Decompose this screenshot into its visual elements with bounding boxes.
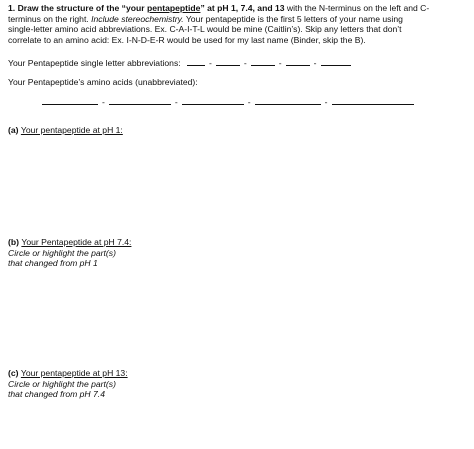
- part-c-title: Your pentapeptide at pH 13:: [20, 368, 128, 378]
- single-letter-row: [8, 57, 351, 69]
- instructions-text: Your pentapeptide is the first 5 letters of your name using: [183, 13, 403, 24]
- instructions-line-4: correlate to an amino acid: Ex. I-N-D-E-R would be used for my last name (Binder, skip the B).: [8, 34, 366, 45]
- part-c-note-2: that changed from pH 7.4: [8, 389, 105, 400]
- separator: -: [209, 58, 212, 68]
- part-c-note-1: Circle or highlight the part(s): [8, 378, 116, 389]
- amino-acid-blank-1[interactable]: [42, 96, 98, 105]
- separator: -: [102, 97, 105, 107]
- letter-blank-3[interactable]: [251, 57, 275, 66]
- part-c: [8, 368, 128, 400]
- instructions-line-3: single-letter amino acid abbreviations. Ex. C-A-I-T-L would be mine (Caitlin’s). Skip any letters that don’t: [8, 24, 402, 35]
- single-letter-label: Your Pentapeptide single letter abbreviations:: [8, 58, 181, 68]
- letter-blank-4[interactable]: [286, 57, 310, 66]
- separator: -: [174, 97, 178, 107]
- part-b-note-2: that changed from pH 1: [8, 258, 98, 269]
- separator: -: [243, 58, 247, 68]
- instructions-line-2: [8, 14, 470, 25]
- amino-acid-blank-3[interactable]: [182, 96, 244, 105]
- amino-acids-label: Your Pentapeptide’s amino acids (unabbreviated):: [8, 77, 198, 87]
- instructions-text: terminus on the right.: [8, 13, 92, 24]
- amino-acid-blank-4[interactable]: [255, 96, 321, 105]
- part-b-title: Your Pentapeptide at pH 7.4:: [21, 237, 132, 247]
- part-b-note-1: Circle or highlight the part(s): [8, 247, 116, 258]
- amino-acids-row: [42, 96, 414, 108]
- question-lead-underlined: pentapeptide: [146, 3, 201, 13]
- letter-blank-5[interactable]: [321, 57, 351, 66]
- separator: -: [324, 97, 328, 107]
- amino-acid-blank-5[interactable]: [332, 96, 414, 105]
- part-b-label: (b): [8, 237, 22, 247]
- stereochemistry-note: Include stereochemistry.: [91, 13, 184, 24]
- separator: -: [313, 58, 317, 68]
- amino-acid-blank-2[interactable]: [109, 96, 171, 105]
- part-b: [8, 237, 131, 269]
- separator: -: [278, 58, 282, 68]
- question-lead-end: ” at pH 1, 7.4, and 13: [200, 3, 285, 13]
- question-lead: Draw the structure of the “your: [17, 3, 147, 13]
- separator: -: [247, 97, 251, 107]
- part-a-title: Your pentapeptide at pH 1:: [20, 125, 123, 135]
- instructions-line-1: [8, 3, 470, 14]
- question-instructions: [8, 3, 470, 45]
- part-c-label: (c): [8, 368, 21, 378]
- letter-blank-2[interactable]: [216, 57, 240, 66]
- letter-blank-1[interactable]: [187, 57, 205, 66]
- part-a-label: (a): [8, 125, 21, 135]
- question-lead-rest: with the N-terminus on the left and C-: [284, 3, 430, 13]
- part-a: [8, 125, 123, 136]
- question-number: 1.: [8, 3, 16, 13]
